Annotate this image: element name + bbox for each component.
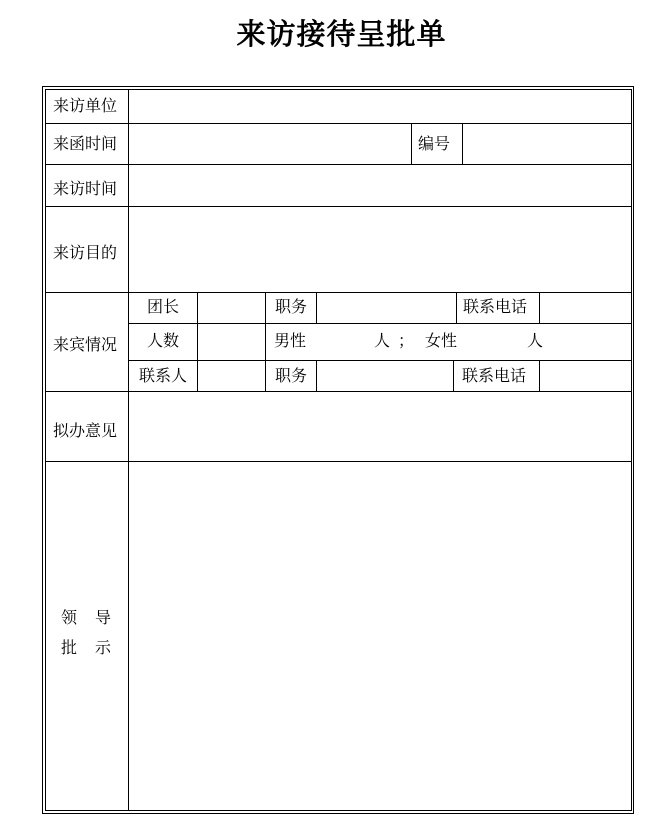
leader-phone-field[interactable] [541,294,630,322]
male-count-field[interactable] [310,325,370,359]
leader-field[interactable] [199,294,264,322]
contact-label: 联系人 [139,366,188,385]
female-unit: 人 [527,331,544,350]
sub-row-divider [128,360,632,361]
contact-phone-label: 联系电话 [462,366,527,385]
col-divider [539,360,540,391]
col-divider [316,292,317,323]
approval-field[interactable] [130,463,630,809]
col-divider [265,292,266,391]
letter-time-label: 来函时间 [53,134,118,153]
leader-position-label: 职务 [275,297,308,316]
guest-info-label: 来宾情况 [53,335,118,354]
contact-position-label: 职务 [275,366,308,385]
opinion-field[interactable] [130,393,630,460]
leader-label: 团长 [147,297,180,316]
approval-label-line1: 领导 [61,608,130,627]
approval-label-line2: 批示 [61,638,130,657]
row-divider [45,461,632,462]
contact-position-field[interactable] [318,362,452,390]
gender-separator: ； [398,331,415,350]
purpose-field[interactable] [130,208,630,291]
female-count-field[interactable] [462,325,524,359]
visiting-unit-label: 来访单位 [53,96,118,115]
letter-time-field[interactable] [130,125,410,163]
col-divider [462,123,463,164]
contact-phone-field[interactable] [541,362,630,390]
col-divider [316,360,317,391]
col-divider [539,292,540,323]
col-divider [411,123,412,164]
col-divider [197,292,198,391]
purpose-label: 来访目的 [53,243,118,262]
contact-field[interactable] [199,362,264,390]
sub-row-divider [128,323,632,324]
visit-time-label: 来访时间 [53,179,118,198]
number-field[interactable] [464,125,630,163]
opinion-label: 拟办意见 [53,421,118,440]
col-divider [453,360,454,391]
male-label: 男性 [274,331,307,350]
count-label: 人数 [147,331,180,350]
col-divider [456,292,457,323]
female-label: 女性 [425,331,458,350]
male-unit: 人 [374,331,391,350]
row-divider [45,292,632,293]
row-divider [45,391,632,392]
leader-position-field[interactable] [318,294,455,322]
row-divider [45,164,632,165]
row-divider [45,123,632,124]
leader-phone-label: 联系电话 [463,297,528,316]
visiting-unit-field[interactable] [130,90,630,122]
count-field[interactable] [199,325,264,359]
visit-time-field[interactable] [130,166,630,205]
label-column-divider [128,89,129,811]
row-divider [45,206,632,207]
number-label: 编号 [418,134,451,153]
form-title: 来访接待呈批单 [236,17,447,51]
